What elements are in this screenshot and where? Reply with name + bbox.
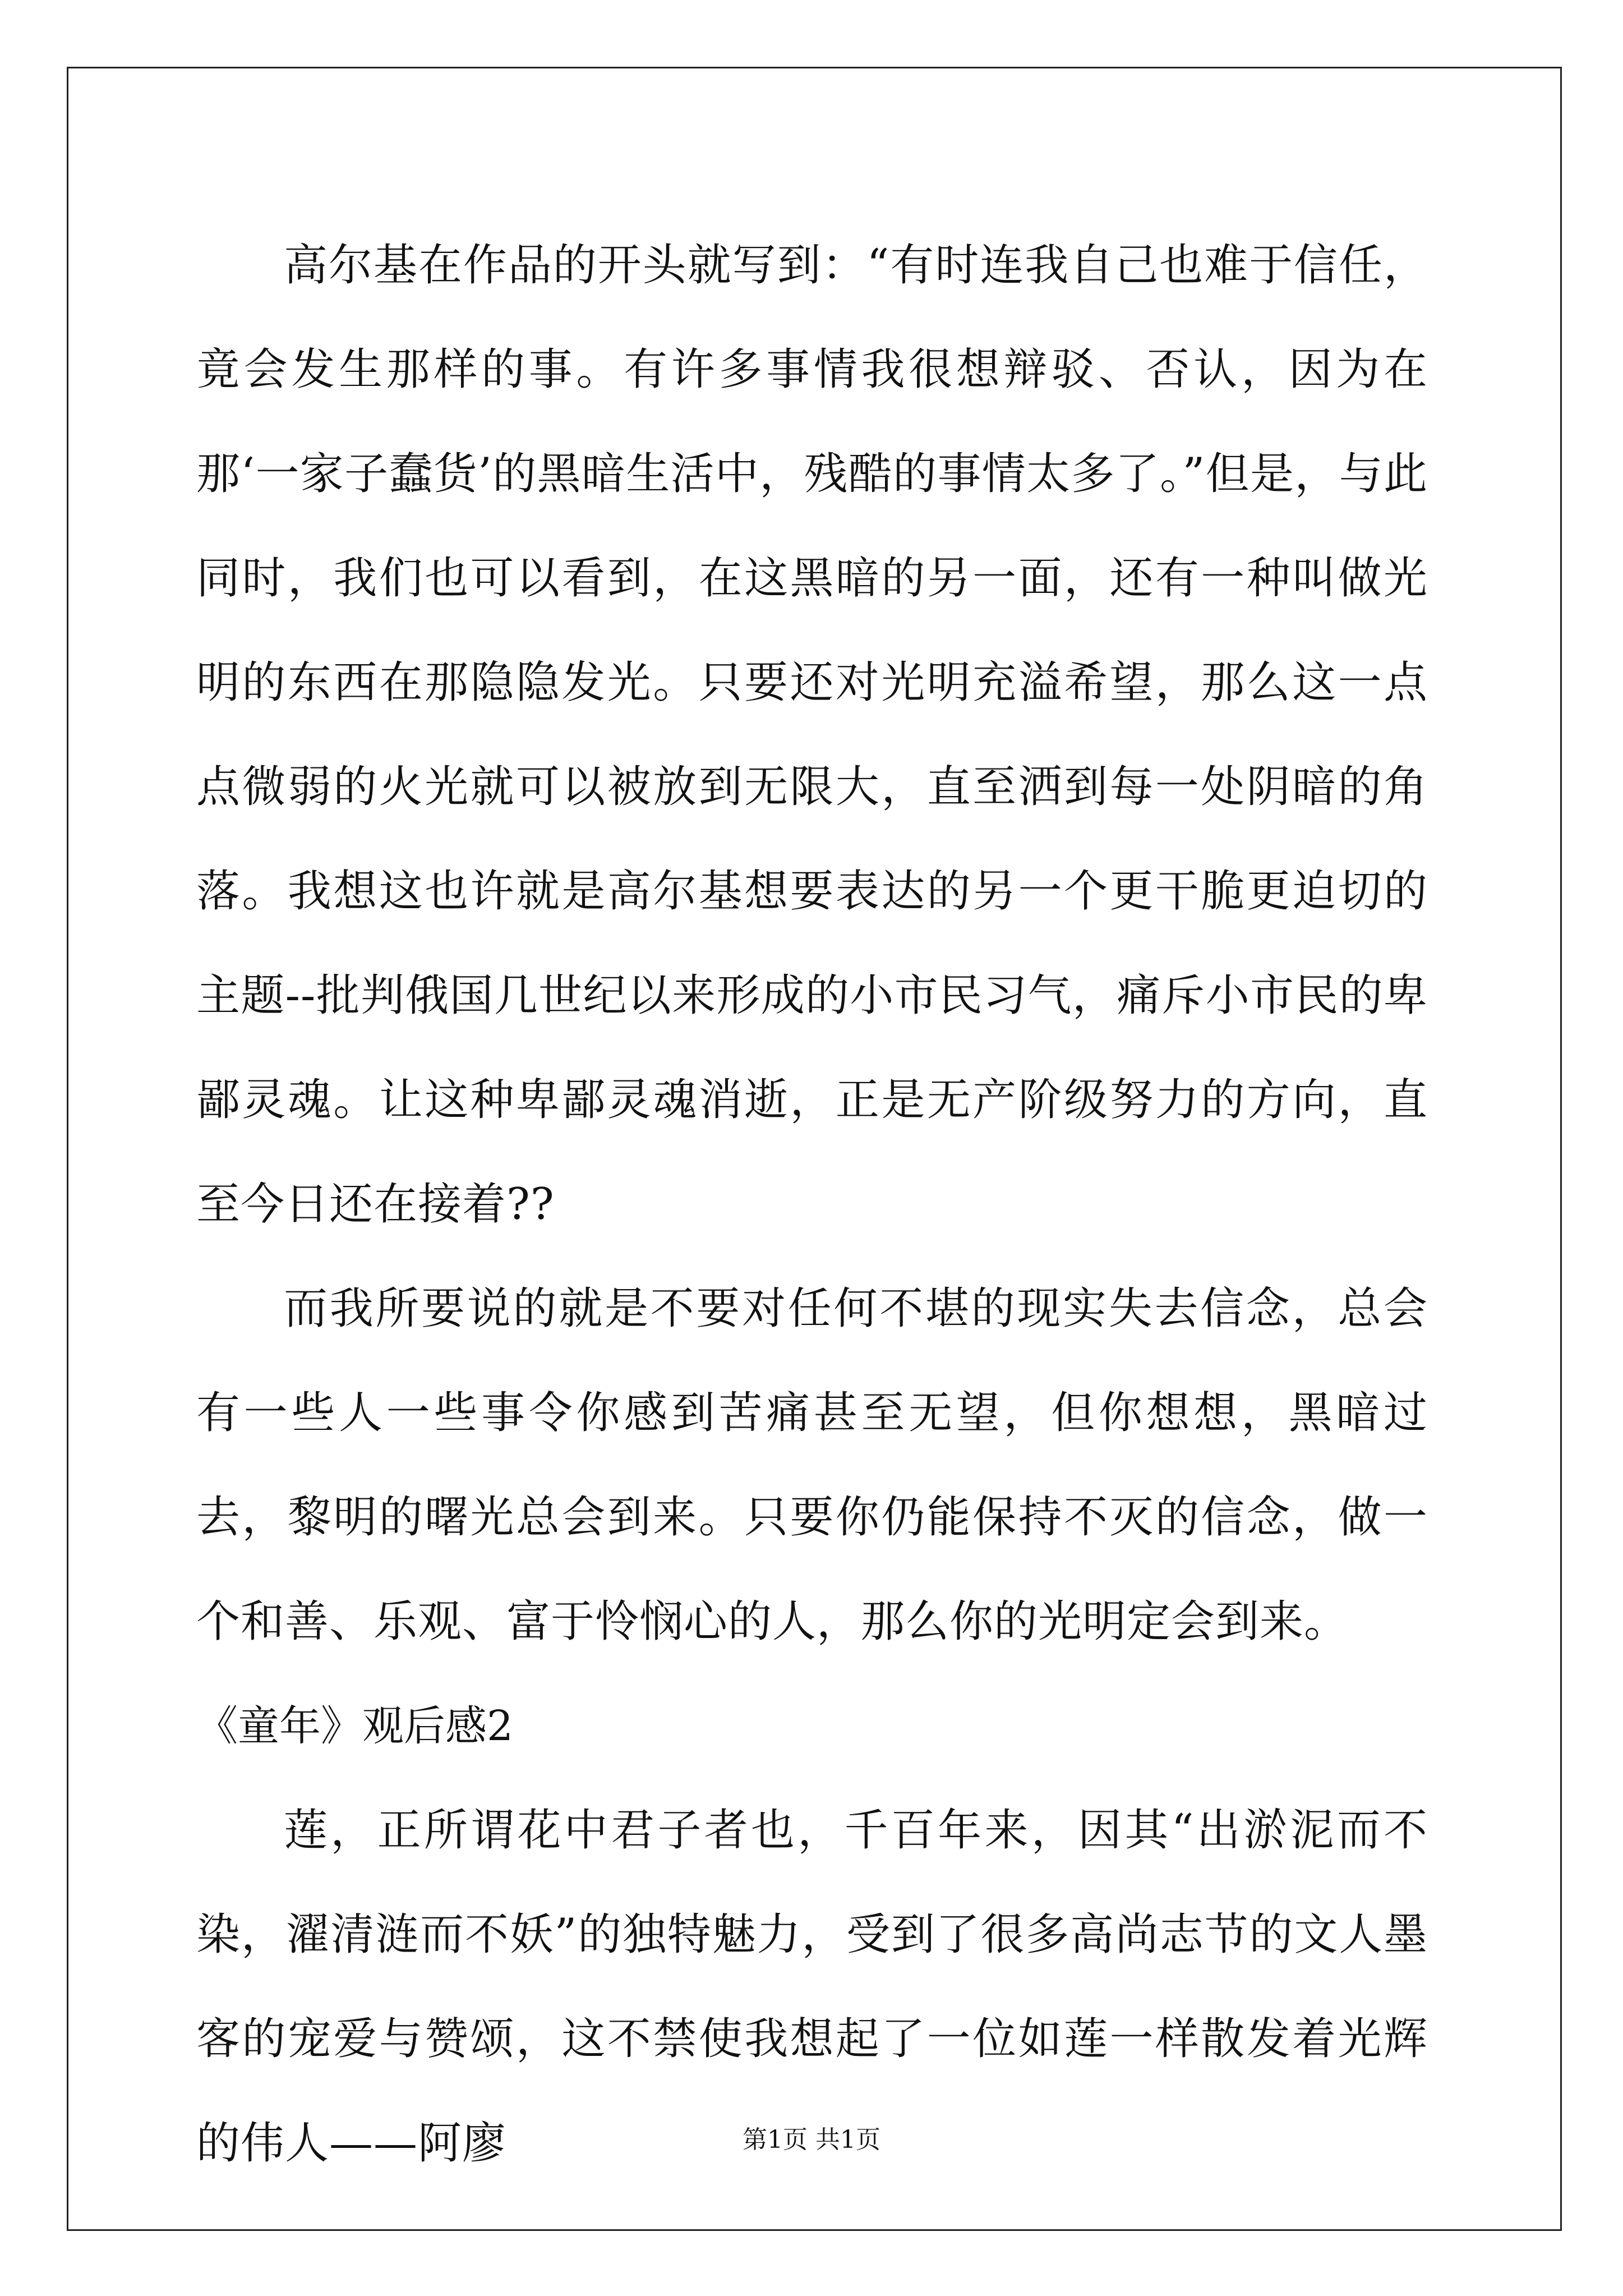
paragraph-lotus: 莲，正所谓花中君子者也，千百年来，因其“出淤泥而不染，濯清涟而不妖”的独特魅力，受到了很多高尚志节的文人墨客的宠爱与赞颂，这不禁使我想起了一位如莲一样散发着光辉的伟人——阿廖 [196, 1805, 1428, 2169]
page-footer: 第1页 共1页 [743, 2125, 880, 2154]
document-body [196, 213, 1428, 2196]
section-heading: 《童年》观后感2 [196, 1702, 514, 1750]
paragraph-gorky-intro: 高尔基在作品的开头就写到：“有时连我自己也难于信任，竟会发生那样的事。有许多事情我很想辩驳、否认，因为在那‘一家子蠢货’的黑暗生活中，残酷的事情太多了。”但是，与此同时，我们也可以看到，在这黑暗的另一面，还有一种叫做光明的东西在那隐隐发光。只要还对光明充溢希望，那么这一点点微弱的火光就可以被放到无限大，直至洒到每一处阴暗的角落。我想这也许就是高尔基想要表达的另一个更干脆更迫切的主题--批判俄国几世纪以来形成的小市民习气，痛斥小市民的卑鄙灵魂。让这种卑鄙灵魂消逝，正是无产阶级努力的方向，直至今日还在接着?? [196, 240, 1428, 1230]
paragraph-belief: 而我所要说的就是不要对任何不堪的现实失去信念，总会有一些人一些事令你感到苦痛甚至无望，但你想想，黑暗过去，黎明的曙光总会到来。只要你仍能保持不灭的信念，做一个和善、乐观、富于怜悯心的人，那么你的光明定会到来。 [196, 1283, 1428, 1647]
